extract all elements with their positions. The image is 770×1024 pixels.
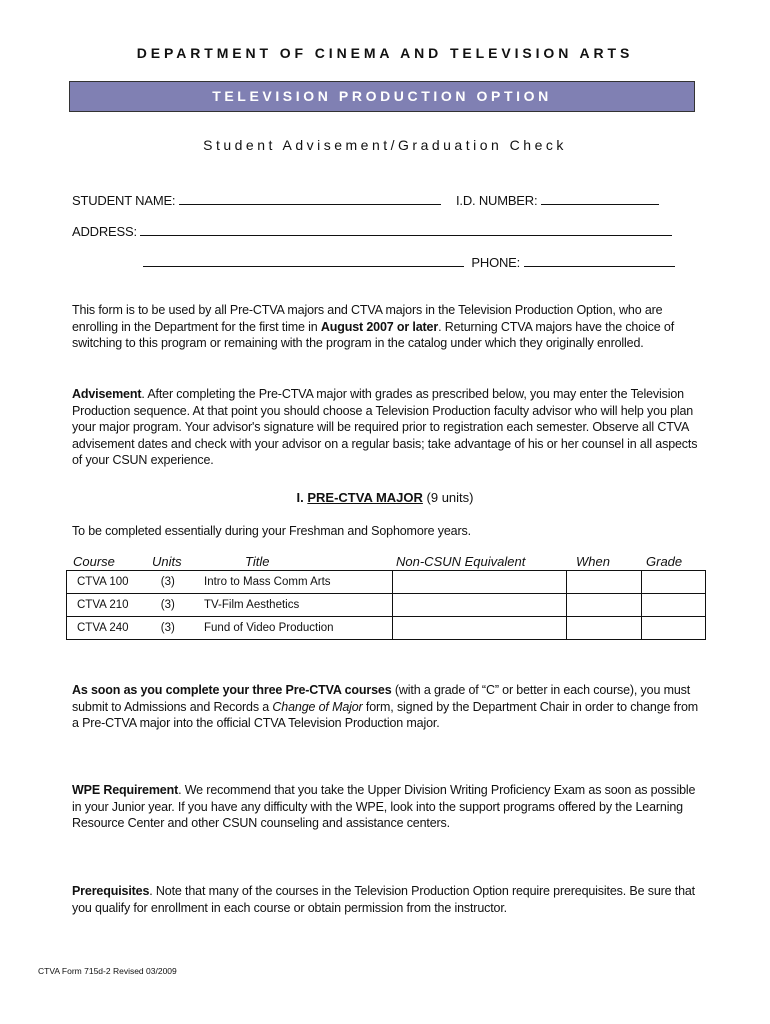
address-field-line1[interactable] bbox=[140, 223, 672, 236]
col-header-units: Units bbox=[152, 554, 182, 569]
change-major-italic: Change of Major bbox=[272, 699, 363, 714]
student-name-label: STUDENT NAME: bbox=[72, 193, 176, 208]
change-major-bold: As soon as you complete your three Pre-CTVA courses bbox=[72, 683, 392, 697]
change-major-paragraph bbox=[72, 682, 702, 732]
table-row bbox=[67, 594, 706, 617]
course-table bbox=[66, 570, 706, 640]
grade-cell[interactable] bbox=[642, 617, 706, 640]
id-number-label: I.D. NUMBER: bbox=[456, 193, 538, 208]
option-banner: TELEVISION PRODUCTION OPTION bbox=[69, 81, 695, 112]
wpe-label: WPE Requirement bbox=[72, 783, 179, 797]
col-header-equivalent: Non-CSUN Equivalent bbox=[396, 554, 526, 569]
units-cell: (3) bbox=[140, 594, 196, 617]
section-title: PRE-CTVA MAJOR bbox=[307, 490, 423, 505]
section-heading bbox=[0, 490, 770, 505]
course-cell: CTVA 240 bbox=[67, 617, 140, 640]
change-major-text-1: (with a grade of “C” or better in each course), you must submit to Admissions and Records a bbox=[72, 683, 691, 714]
advisement-text: . After completing the Pre-CTVA major with grades as prescribed below, you may enter the Television Production sequence. At that point you should choose a Television Production faculty advisor who will help you plan your major program. Your advisor's signature will be required prior to registration each semester. Observe all CTVA advisement dates and check with your advisor on a regular basis; take advantage of his or her counsel in all aspects of your CSUN experience. bbox=[72, 387, 698, 468]
section-units: (9 units) bbox=[426, 490, 474, 505]
change-major-text-2: form, signed by the Department Chair in order to change from a Pre-CTVA major into the official CTVA Television Production major. bbox=[72, 699, 699, 731]
equivalent-cell[interactable] bbox=[392, 594, 566, 617]
prerequisites-paragraph bbox=[72, 883, 702, 916]
wpe-paragraph bbox=[72, 782, 702, 832]
phone-field[interactable] bbox=[524, 254, 675, 267]
title-cell: TV-Film Aesthetics bbox=[196, 594, 392, 617]
table-row bbox=[67, 617, 706, 640]
title-cell: Fund of Video Production bbox=[196, 617, 392, 640]
grade-cell[interactable] bbox=[642, 594, 706, 617]
wpe-text: . We recommend that you take the Upper Division Writing Proficiency Exam as soon as possible in your Junior year. If you have any difficulty with the WPE, look into the support programs offered by the Learning Resource Center and other CSUN counseling and assistance centers. bbox=[72, 783, 696, 831]
section-numeral: I. bbox=[296, 490, 304, 505]
grade-cell[interactable] bbox=[642, 571, 706, 594]
prerequisites-label: Prerequisites bbox=[72, 884, 150, 898]
units-cell: (3) bbox=[140, 571, 196, 594]
course-cell: CTVA 100 bbox=[67, 571, 140, 594]
advisement-label: Advisement bbox=[72, 387, 142, 401]
when-cell[interactable] bbox=[566, 617, 642, 640]
intro-date-bold: August 2007 or later bbox=[320, 319, 439, 334]
address-label: ADDRESS: bbox=[72, 224, 137, 239]
when-cell[interactable] bbox=[566, 594, 642, 617]
course-cell: CTVA 210 bbox=[67, 594, 140, 617]
department-title: DEPARTMENT OF CINEMA AND TELEVISION ARTS bbox=[136, 45, 634, 61]
when-cell[interactable] bbox=[566, 571, 642, 594]
advisement-paragraph bbox=[72, 386, 702, 469]
units-cell: (3) bbox=[140, 617, 196, 640]
title-cell: Intro to Mass Comm Arts bbox=[196, 571, 392, 594]
col-header-grade: Grade bbox=[646, 554, 683, 569]
equivalent-cell[interactable] bbox=[392, 617, 566, 640]
intro-paragraph bbox=[72, 302, 702, 352]
student-name-row bbox=[72, 192, 441, 208]
intro-text-2: . Returning CTVA majors have the choice of switching to this program or remaining with the program in the catalog under which they originally enrolled. bbox=[72, 319, 675, 351]
col-header-when: When bbox=[576, 554, 610, 569]
prerequisites-text: . Note that many of the courses in the Television Production Option require prerequisites. Be sure that you qualify for enrollment in each course or obtain permission from the instructor. bbox=[72, 884, 696, 915]
form-subtitle: Student Advisement/Graduation Check bbox=[203, 137, 567, 153]
address-row bbox=[72, 223, 672, 239]
id-number-field[interactable] bbox=[541, 192, 659, 205]
col-header-title: Title bbox=[245, 554, 270, 569]
id-number-row bbox=[456, 192, 659, 208]
student-name-field[interactable] bbox=[179, 192, 441, 205]
form-footer: CTVA Form 715d-2 Revised 03/2009 bbox=[38, 966, 177, 976]
address-phone-row bbox=[143, 254, 675, 270]
col-header-course: Course bbox=[73, 554, 115, 569]
intro-text-1: This form is to be used by all Pre-CTVA majors and CTVA majors in the Television Production Option, who are enrolling in the Department for the first time in bbox=[72, 303, 663, 334]
section-note: To be completed essentially during your Freshman and Sophomore years. bbox=[72, 524, 471, 538]
address-field-line2[interactable] bbox=[143, 254, 464, 267]
phone-label: PHONE: bbox=[471, 255, 521, 270]
equivalent-cell[interactable] bbox=[392, 571, 566, 594]
table-row bbox=[67, 571, 706, 594]
